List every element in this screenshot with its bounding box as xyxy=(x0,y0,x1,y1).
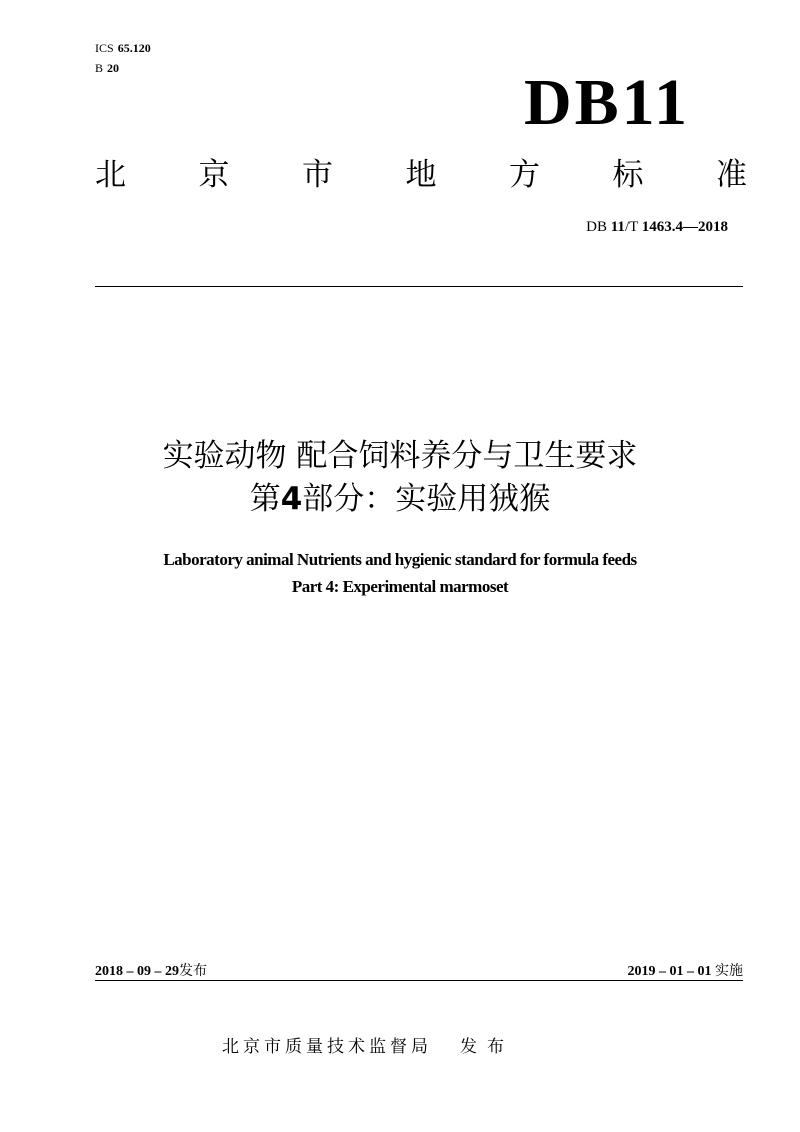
title-en-line1: Laboratory animal Nutrients and hygienic standard for formula feeds xyxy=(163,550,637,569)
banner-char: 市 xyxy=(302,157,333,193)
standard-number xyxy=(586,219,728,236)
ccs-label: B xyxy=(95,61,104,75)
standard-serial: 1463.4—2018 xyxy=(641,219,728,235)
db11-mark: DB11 xyxy=(524,66,691,139)
ics-label: ICS xyxy=(95,41,114,55)
implement-date xyxy=(628,960,744,980)
implement-date-label: 实施 xyxy=(715,963,743,979)
footer-divider xyxy=(95,980,743,981)
banner-char: 北 xyxy=(95,157,126,193)
title-cn-part-prefix: 第 xyxy=(249,481,281,517)
implement-date-value: 2019 – 01 – 01 xyxy=(627,964,712,979)
banner-char: 京 xyxy=(198,157,230,193)
issue-date-label: 发布 xyxy=(179,963,207,979)
issue-date xyxy=(95,960,207,980)
banner-char: 方 xyxy=(509,157,540,193)
publisher-name: 北京市质量技术监督局 xyxy=(222,1037,432,1057)
publisher xyxy=(222,1032,514,1057)
title-cn-part-number: 4 xyxy=(280,481,303,517)
standard-prefix: DB xyxy=(586,219,607,235)
issue-date-value: 2018 – 09 – 29 xyxy=(95,964,179,979)
ics-code xyxy=(95,40,151,56)
title-cn-line1: 实验动物 配合饲料养分与卫生要求 xyxy=(162,438,638,474)
publisher-action: 发布 xyxy=(460,1037,514,1057)
title-en-line2: Part 4: Experimental marmoset xyxy=(291,577,509,596)
title-cn-line2 xyxy=(0,478,800,520)
header-divider xyxy=(95,286,743,287)
ccs-code xyxy=(95,60,119,76)
banner-char: 地 xyxy=(405,157,437,193)
standard-code: 11 xyxy=(610,219,625,235)
banner-char: 标 xyxy=(612,157,644,193)
ccs-value: 20 xyxy=(107,61,120,75)
standard-type: /T xyxy=(624,219,638,235)
ics-value: 65.120 xyxy=(117,41,151,55)
standard-banner xyxy=(95,157,747,193)
banner-char: 准 xyxy=(716,157,747,193)
title-cn-part-name: 部分：实验用狨猴 xyxy=(302,481,551,517)
